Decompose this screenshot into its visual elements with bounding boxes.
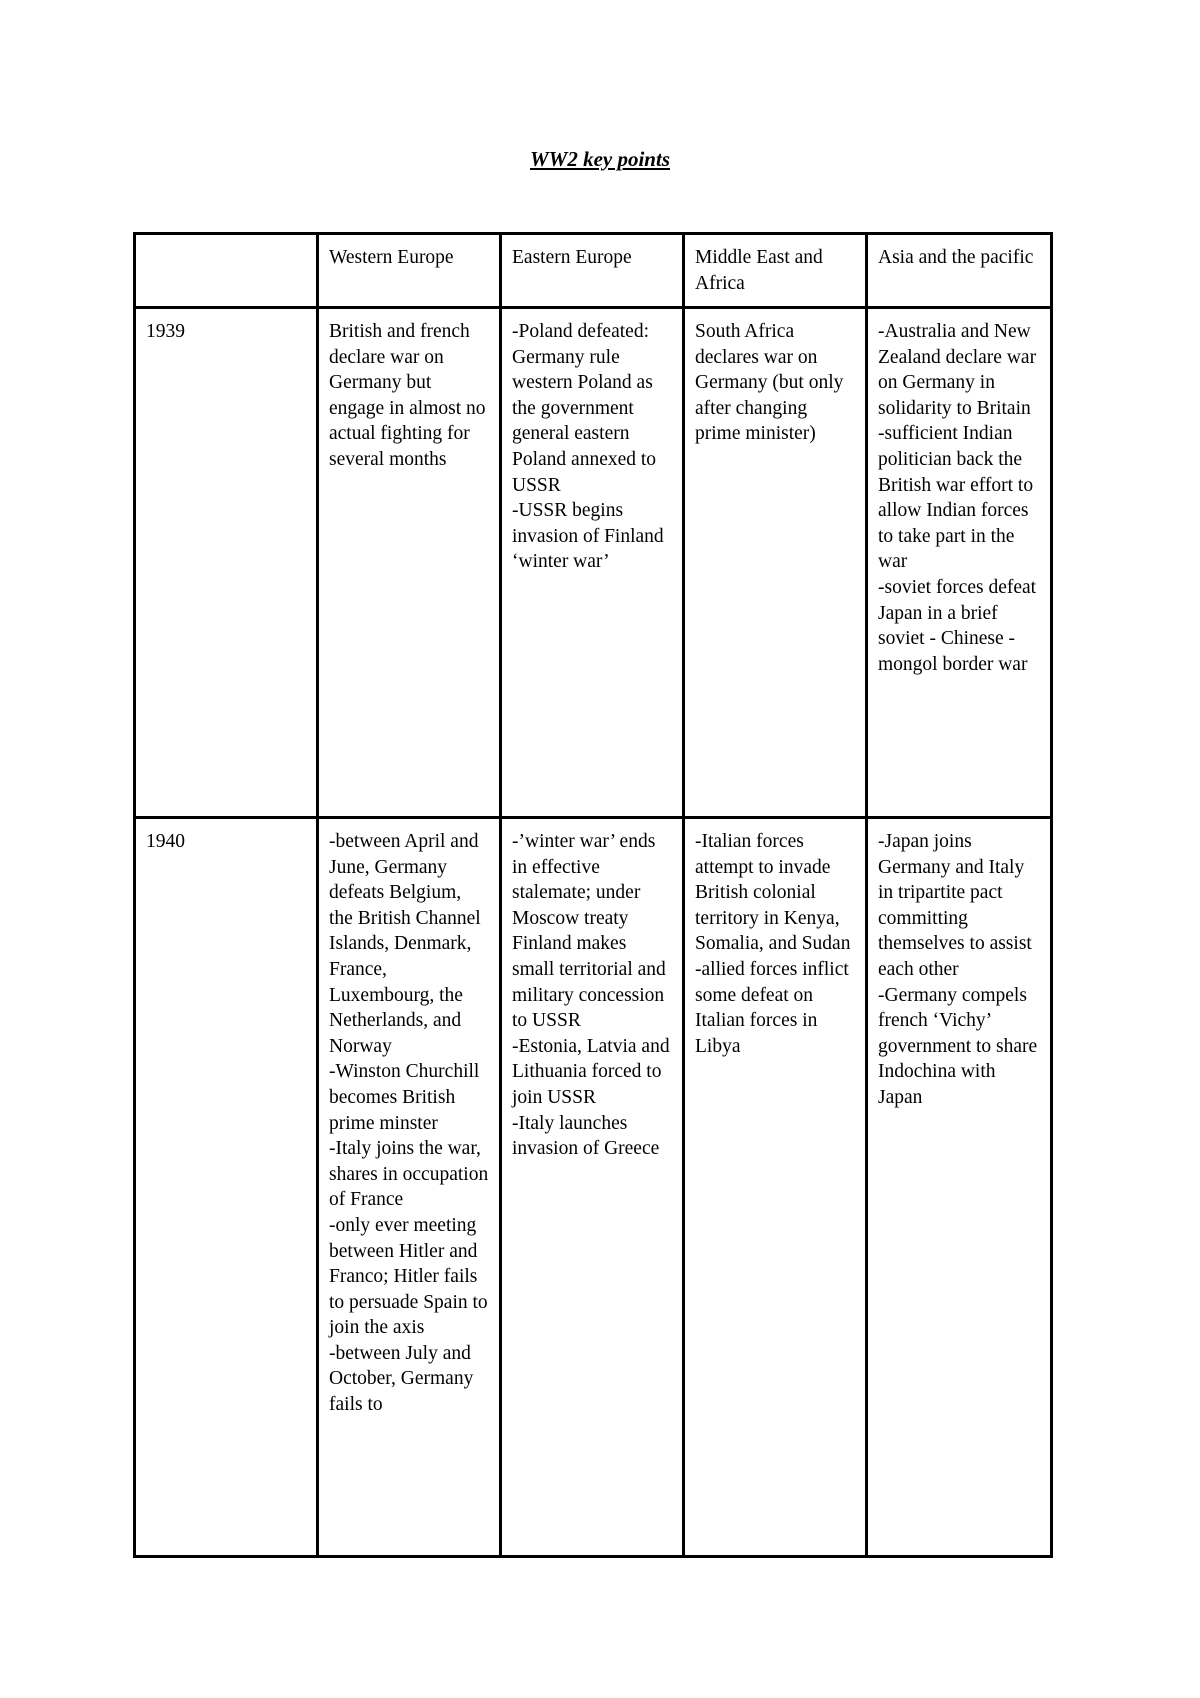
table-row [135,818,1052,1557]
eastern-europe-cell: -Poland defeated: Germany rule western Poland as the government general eastern Poland annexed to USSR -USSR begins invasion of Finland ‘winter war’ [501,308,684,818]
ww2-timeline-table [133,232,1053,1558]
table-row [135,308,1052,818]
header-cell-eastern-europe: Eastern Europe [501,234,684,308]
header-cell-asia-pacific: Asia and the pacific [867,234,1052,308]
western-europe-cell: -between April and June, Germany defeats Belgium, the British Channel Islands, Denmark, France, Luxembourg, the Netherlands, and Norway -Winston Churchill becomes British prime minster -Italy joins the war, shares in occupation of France -only ever meeting between Hitler and Franco; Hitler fails to persuade Spain to join the axis -between July and October, Germany fails to [318,818,501,1557]
middle-east-africa-cell: South Africa declares war on Germany (but only after changing prime minister) [684,308,867,818]
table-header-row [135,234,1052,308]
year-cell: 1939 [135,308,318,818]
header-cell-middle-east-africa: Middle East and Africa [684,234,867,308]
middle-east-africa-cell: -Italian forces attempt to invade British colonial territory in Kenya, Somalia, and Sudan -allied forces inflict some defeat on Italian forces in Libya [684,818,867,1557]
western-europe-cell: British and french declare war on Germany but engage in almost no actual fighting for several months [318,308,501,818]
eastern-europe-cell: -’winter war’ ends in effective stalemate; under Moscow treaty Finland makes small territorial and military concession to USSR -Estonia, Latvia and Lithuania forced to join USSR -Italy launches invasion of Greece [501,818,684,1557]
page-title: WW2 key points [529,147,670,171]
asia-pacific-cell: -Japan joins Germany and Italy in tripartite pact committing themselves to assist each other -Germany compels french ‘Vichy’ government to share Indochina with Japan [867,818,1052,1557]
header-cell-western-europe: Western Europe [318,234,501,308]
asia-pacific-cell: -Australia and New Zealand declare war on Germany in solidarity to Britain -sufficient Indian politician back the British war effort to allow Indian forces to take part in the war -soviet forces defeat Japan in a brief soviet - Chinese - mongol border war [867,308,1052,818]
year-cell: 1940 [135,818,318,1557]
header-cell-blank [135,234,318,308]
